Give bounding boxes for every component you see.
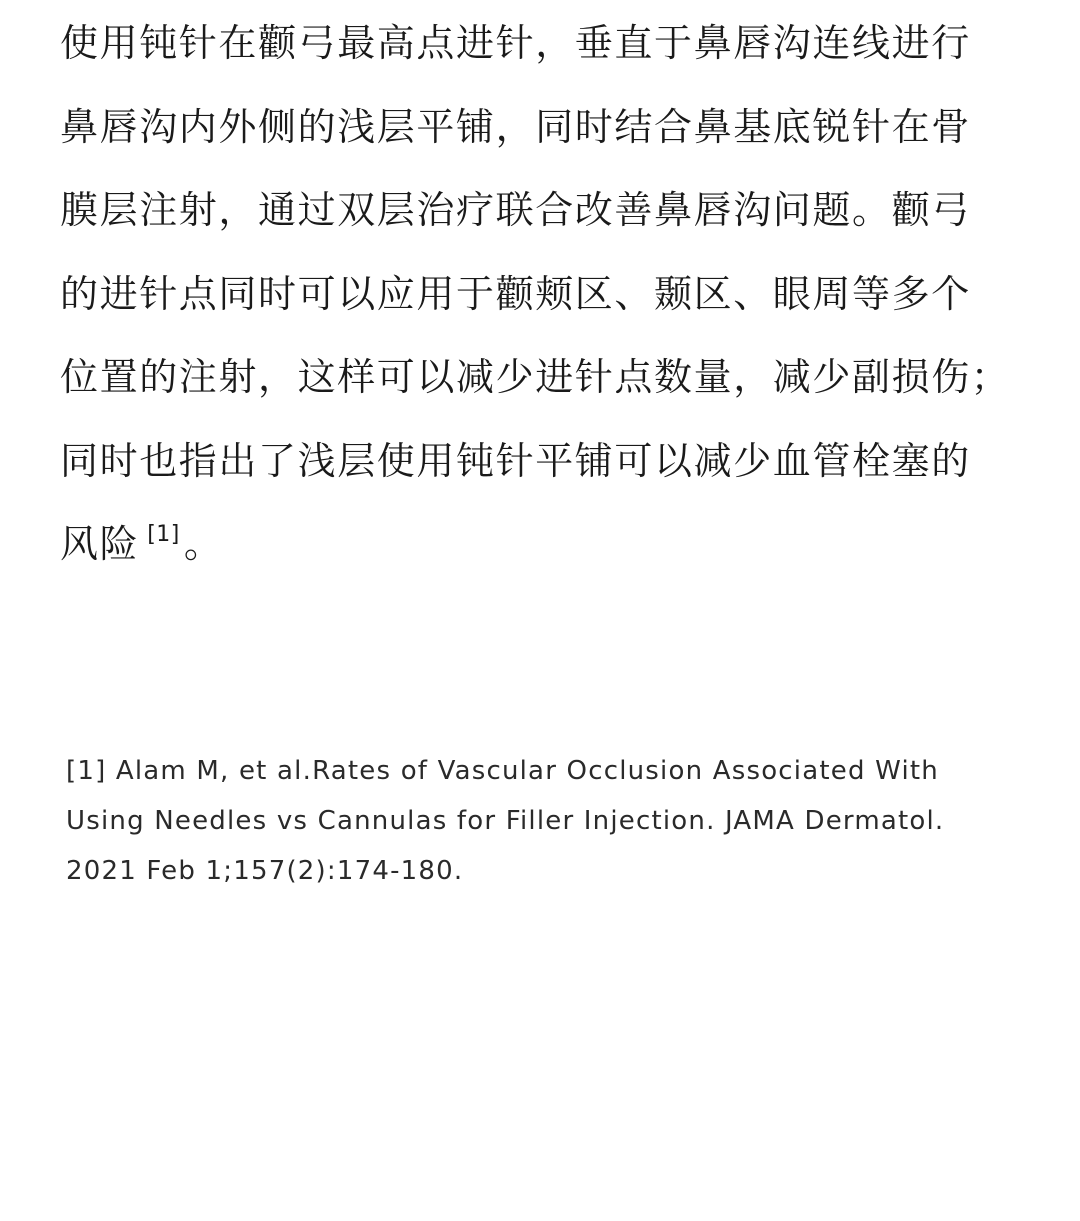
citation-marker[interactable]: [1]	[147, 522, 180, 547]
body-text-line: 使用钝针在颧弓最高点进针，垂直于鼻唇沟连线进行	[60, 21, 971, 65]
reference-list	[66, 746, 1014, 896]
body-text-period: 。	[183, 522, 224, 566]
body-text-line: 的进针点同时可以应用于颧颊区、颞区、眼周等多个	[60, 271, 971, 316]
body-text-line: 同时也指出了浅层使用钝针平铺可以减少血管栓塞的	[60, 438, 971, 483]
article-body	[60, 0, 1020, 587]
reference-line: 2021 Feb 1;157(2):174-180.	[66, 856, 464, 886]
reference-line: [1] Alam M, et al.Rates of Vascular Occlusion Associated With	[66, 756, 939, 786]
body-text-line: 鼻唇沟内外侧的浅层平铺，同时结合鼻基底锐针在骨	[60, 104, 971, 149]
body-text-line: 膜层注射，通过双层治疗联合改善鼻唇沟问题。颧弓	[60, 188, 971, 232]
body-text-fragment: 风险	[60, 522, 140, 566]
reference-line: Using Needles vs Cannulas for Filler Injection. JAMA Dermatol.	[66, 806, 945, 836]
body-text-last-line	[60, 503, 1020, 587]
body-text-line: 位置的注射，这样可以减少进针点数量，减少副损伤；	[60, 355, 1011, 399]
